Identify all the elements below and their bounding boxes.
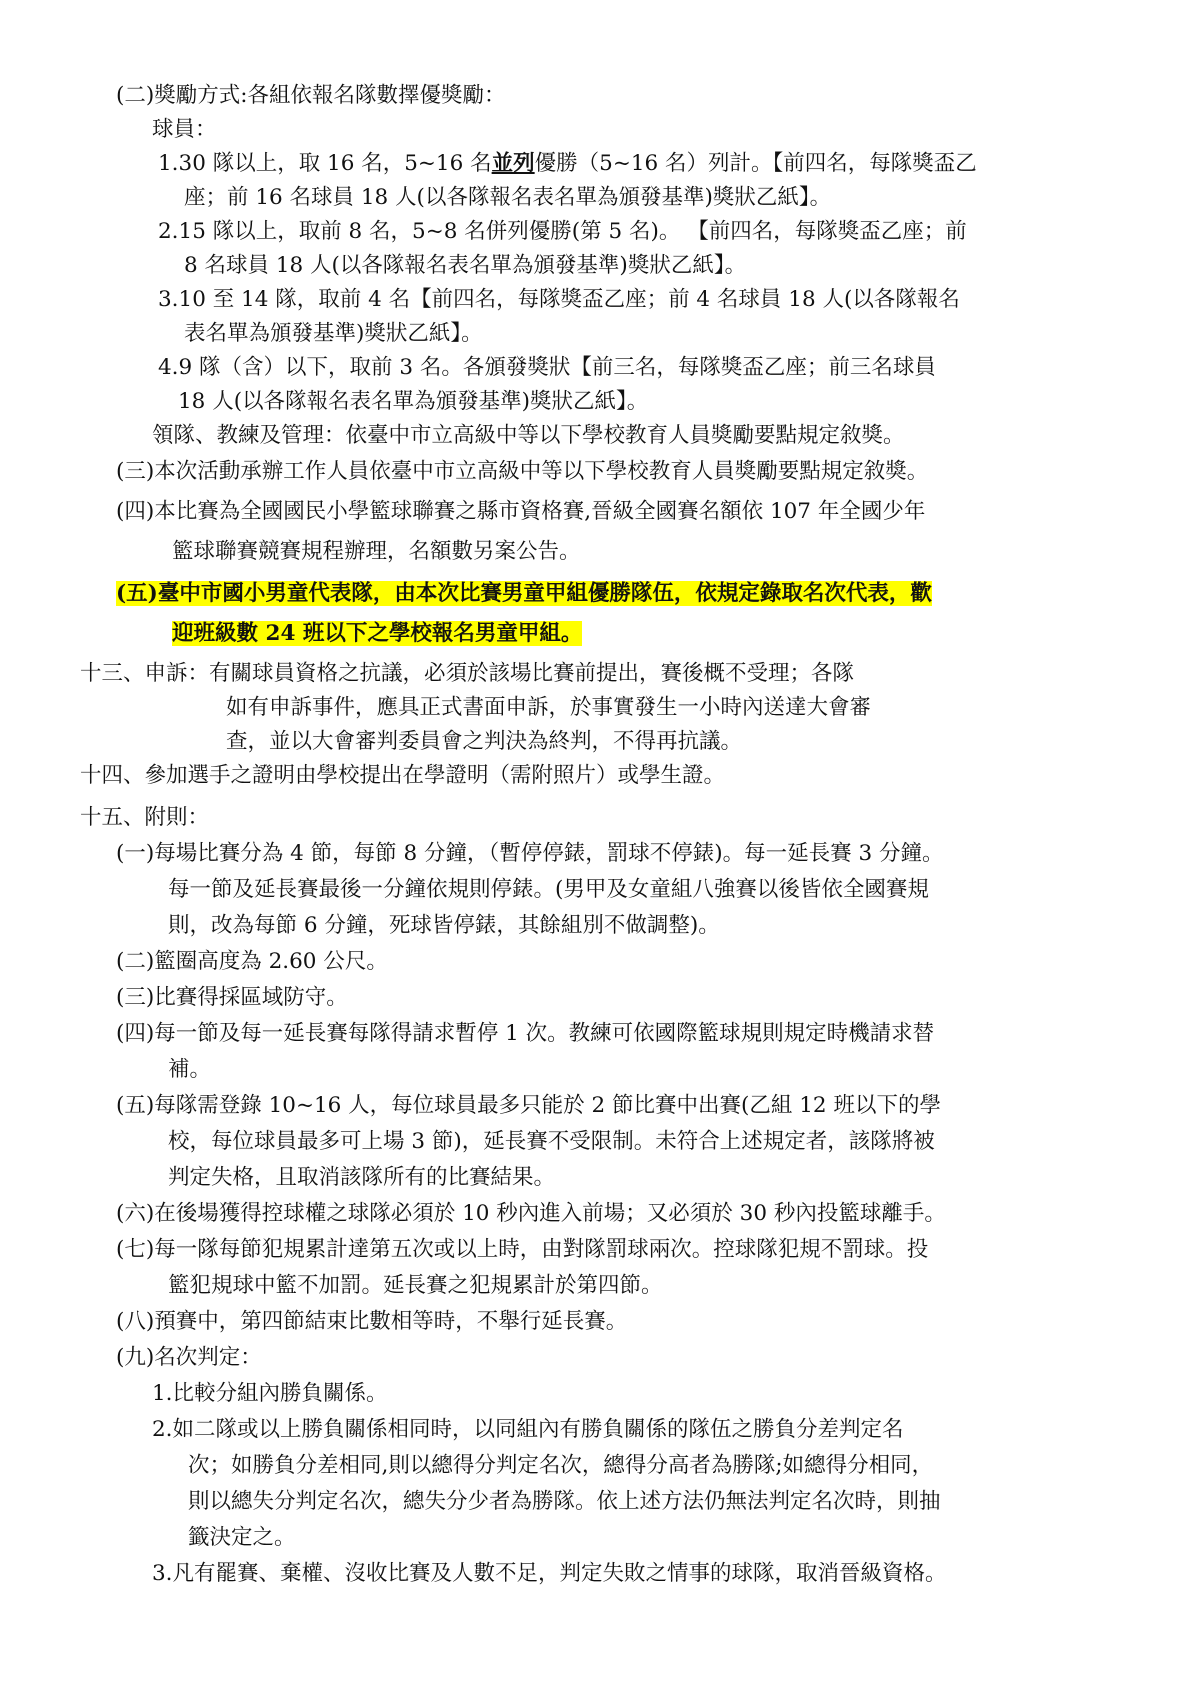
rule-4-line-2: 補。 xyxy=(168,1057,212,1082)
player-rule-4-line-1: 4.9 隊（含）以下，取前 3 名。各頒發獎狀【前三名，每隊獎盃乙座；前三名球員 xyxy=(158,355,936,380)
player-rule-3-line-1: 3.10 至 14 隊，取前 4 名【前四名，每隊獎盃乙座；前 4 名球員 18 人(以各隊報名 xyxy=(158,287,960,312)
player-rule-1-line-1 xyxy=(158,146,977,182)
player-rule-3-line-2: 表名單為頒發基準)獎狀乙紙】。 xyxy=(184,321,483,346)
player-rule-1-text-cont: 優勝（5~16 名）列計。【前四名，每隊獎盃乙 xyxy=(534,151,977,176)
rule-5-line-3: 判定失格，且取消該隊所有的比賽結果。 xyxy=(168,1165,556,1190)
ranking-rule-2-line-2: 次；如勝負分差相同,則以總得分判定名次，總得分高者為勝隊;如總得分相同， xyxy=(188,1453,934,1478)
reward-method-heading: (二)獎勵方式:各組依報名隊數擇優獎勵： xyxy=(116,83,506,108)
emphasis-text: 並列 xyxy=(491,151,535,176)
rule-3: (三)比賽得採區域防守。 xyxy=(116,985,348,1010)
rule-5-line-1: (五)每隊需登錄 10~16 人，每位球員最多只能於 2 節比賽中出賽(乙組 12 班以下的學 xyxy=(116,1093,941,1118)
appeal-line-1: 十三、申訴：有關球員資格之抗議，必須於該場比賽前提出，賽後概不受理；各隊 xyxy=(80,661,855,686)
player-rule-2-line-1: 2.15 隊以上，取前 8 名，5~8 名併列優勝(第 5 名)。 【前四名，每隊獎盃乙座；前 xyxy=(158,219,967,244)
rule-6: (六)在後場獲得控球權之球隊必須於 10 秒內進入前場；又必須於 30 秒內投籃球離手。 xyxy=(116,1201,946,1226)
rule-1-line-2: 每一節及延長賽最後一分鐘依規則停錶。(男甲及女童組八強賽以後皆依全國賽規 xyxy=(168,877,929,902)
section-four-line-1: (四)本比賽為全國國民小學籃球聯賽之縣市資格賽,晉級全國賽名額依 107 年全國少年 xyxy=(116,499,926,524)
eligibility-proof: 十四、參加選手之證明由學校提出在學證明（需附照片）或學生證。 xyxy=(80,763,726,788)
rule-1-line-3: 則，改為每節 6 分鐘，死球皆停錶，其餘組別不做調整)。 xyxy=(168,913,720,938)
ranking-rule-2-line-3: 則以總失分判定名次，總失分少者為勝隊。依上述方法仍無法判定名次時，則抽 xyxy=(188,1489,941,1514)
rule-1-line-1: (一)每場比賽分為 4 節，每節 8 分鐘，（暫停停錶，罰球不停錶)。每一延長賽 3 分鐘。 xyxy=(116,841,944,866)
players-label: 球員： xyxy=(152,117,217,142)
rule-4-line-1: (四)每一節及每一延長賽每隊得請求暫停 1 次。教練可依國際籃球規則規定時機請求替 xyxy=(116,1021,935,1046)
rule-5-line-2: 校，每位球員最多可上場 3 節)，延長賽不受限制。未符合上述規定者，該隊將被 xyxy=(168,1129,935,1154)
rule-7-line-2: 籃犯規球中籃不加罰。延長賽之犯規累計於第四節。 xyxy=(168,1273,663,1298)
ranking-rule-1: 1.比較分組內勝負關係。 xyxy=(152,1381,388,1406)
highlighted-text: 迎班級數 24 班以下之學校報名男童甲組。 xyxy=(172,621,583,646)
section-five-line-1 xyxy=(116,576,932,612)
appeal-line-2: 如有申訴事件，應具正式書面申訴，於事實發生一小時內送達大會審 xyxy=(226,695,872,720)
ranking-rule-2-line-1: 2.如二隊或以上勝負關係相同時，以同組內有勝負關係的隊伍之勝負分差判定名 xyxy=(152,1417,904,1442)
appeal-line-3: 查，並以大會審判委員會之判決為終判，不得再抗議。 xyxy=(226,729,743,754)
section-five-line-2 xyxy=(172,616,582,652)
ranking-rule-3: 3.凡有罷賽、棄權、沒收比賽及人數不足，判定失敗之情事的球隊，取消晉級資格。 xyxy=(152,1561,947,1586)
rule-7-line-1: (七)每一隊每節犯規累計達第五次或以上時，由對隊罰球兩次。控球隊犯規不罰球。投 xyxy=(116,1237,929,1262)
ranking-rule-2-line-4: 籤決定之。 xyxy=(188,1525,296,1550)
player-rule-4-line-2: 18 人(以各隊報名表名單為頒發基準)獎狀乙紙】。 xyxy=(178,389,649,414)
player-rule-1-line-2: 座；前 16 名球員 18 人(以各隊報名表名單為頒發基準)獎狀乙紙】。 xyxy=(184,185,832,210)
player-rule-1-text: 1.30 隊以上，取 16 名，5~16 名 xyxy=(158,151,492,176)
supplementary-rules-heading: 十五、附則： xyxy=(80,805,210,830)
player-rule-2-line-2: 8 名球員 18 人(以各隊報名表名單為頒發基準)獎狀乙紙】。 xyxy=(184,253,747,278)
section-three: (三)本次活動承辦工作人員依臺中市立高級中等以下學校教育人員獎勵要點規定敘獎。 xyxy=(116,459,929,484)
highlighted-text: (五)臺中市國小男童代表隊，由本次比賽男童甲組優勝隊伍，依規定錄取名次代表，歡 xyxy=(116,581,932,606)
section-four-line-2: 籃球聯賽競賽規程辦理，名額數另案公告。 xyxy=(172,539,581,564)
coaches-reward: 領隊、教練及管理：依臺中市立高級中等以下學校教育人員獎勵要點規定敘獎。 xyxy=(152,423,905,448)
rule-9-heading: (九)名次判定： xyxy=(116,1345,262,1370)
rule-8: (八)預賽中，第四節結束比數相等時，不舉行延長賽。 xyxy=(116,1309,628,1334)
rule-2: (二)籃圈高度為 2.60 公尺。 xyxy=(116,949,388,974)
